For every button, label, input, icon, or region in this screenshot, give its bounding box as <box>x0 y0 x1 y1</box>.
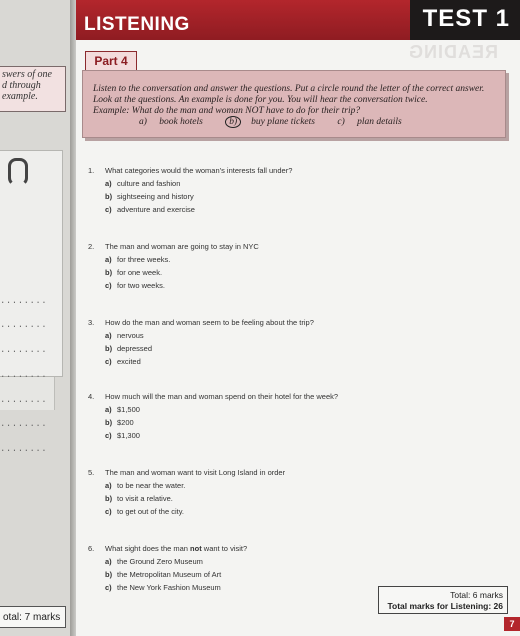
instruction-line: Listen to the conversation and answer the questions. Put a circle round the letter of the correct answer. <box>93 84 485 94</box>
left-instruction-line: d through <box>2 80 41 91</box>
right-page <box>76 0 520 636</box>
notepad-illustration <box>0 150 63 377</box>
answer-option[interactable]: a) nervous <box>105 331 144 340</box>
answer-option[interactable]: c) to get out of the city. <box>105 507 184 516</box>
answer-option[interactable]: c) for two weeks. <box>105 281 165 290</box>
question-number: 6. <box>88 544 95 553</box>
question-number: 1. <box>88 166 95 175</box>
answer-option[interactable]: a) for three weeks. <box>105 255 171 264</box>
question-number: 4. <box>88 392 95 401</box>
answer-option[interactable]: c) the New York Fashion Museum <box>105 583 221 592</box>
question-text: The man and woman want to visit Long Island in order <box>105 468 286 477</box>
example-option: c) plan details <box>337 117 402 127</box>
answer-option[interactable]: b) depressed <box>105 344 153 353</box>
answer-line: ········ <box>0 446 48 456</box>
left-instruction-line: swers of one <box>2 69 52 80</box>
show-through-text: READING <box>407 42 498 62</box>
answer-line: ········ <box>0 347 48 357</box>
question-number: 3. <box>88 318 95 327</box>
answer-option[interactable]: b) the Metropolitan Museum of Art <box>105 570 222 579</box>
example-option: b) buy plane tickets <box>225 117 325 127</box>
question-number: 2. <box>88 242 95 251</box>
test-label: TEST 1 <box>422 5 510 32</box>
answer-option[interactable]: b) for one week. <box>105 268 163 277</box>
answer-option[interactable]: b) sightseeing and history <box>105 192 194 201</box>
part-label: Part 4 <box>85 51 137 71</box>
listening-total: Total marks for Listening: 26 <box>387 601 503 611</box>
left-total-box: otal: 7 marks <box>0 606 66 628</box>
left-instruction-box <box>0 66 66 112</box>
page-number: 7 <box>504 617 520 631</box>
answer-line: ········ <box>0 421 48 431</box>
instruction-line: Look at the questions. An example is done for you. You will hear the conversation twice. <box>93 95 428 105</box>
example-prompt: Example: What do the man and woman NOT have to do for their trip? <box>93 106 361 116</box>
example-options <box>93 117 505 128</box>
instruction-box <box>82 70 506 138</box>
answer-option[interactable]: b) to visit a relative. <box>105 494 173 503</box>
answer-option[interactable]: b) $200 <box>105 418 134 427</box>
question-text: What sight does the man not want to visit? <box>105 544 248 553</box>
answer-line: ········ <box>0 397 48 407</box>
binder-ring-icon <box>8 158 28 186</box>
example-option: a) book hotels <box>139 117 203 127</box>
left-instruction-line: example. <box>2 91 38 102</box>
answer-option[interactable]: a) the Ground Zero Museum <box>105 557 203 566</box>
answer-line: ········ <box>0 322 48 332</box>
question-text: What categories would the woman's interests fall under? <box>105 166 293 175</box>
total-marks-box <box>378 586 508 614</box>
section-title: LISTENING <box>84 14 190 35</box>
answer-option[interactable]: c) adventure and exercise <box>105 205 195 214</box>
circled-answer: b) <box>225 116 241 128</box>
question-text: The man and woman are going to stay in NYC <box>105 242 259 251</box>
question-number: 5. <box>88 468 95 477</box>
left-page <box>0 0 72 636</box>
question-text: How much will the man and woman spend on their hotel for the week? <box>105 392 339 401</box>
answer-line: ········ <box>0 372 48 382</box>
emphasis-word: not <box>190 544 202 553</box>
answer-option[interactable]: a) $1,500 <box>105 405 140 414</box>
answer-option[interactable]: c) excited <box>105 357 141 366</box>
answer-option[interactable]: a) to be near the water. <box>105 481 186 490</box>
part-total: Total: 6 marks <box>450 590 503 600</box>
answer-option[interactable]: a) culture and fashion <box>105 179 181 188</box>
answer-line: ········ <box>0 298 48 308</box>
answer-option[interactable]: c) $1,300 <box>105 431 140 440</box>
test-label-box <box>410 0 520 40</box>
question-text: How do the man and woman seem to be feeling about the trip? <box>105 318 314 327</box>
